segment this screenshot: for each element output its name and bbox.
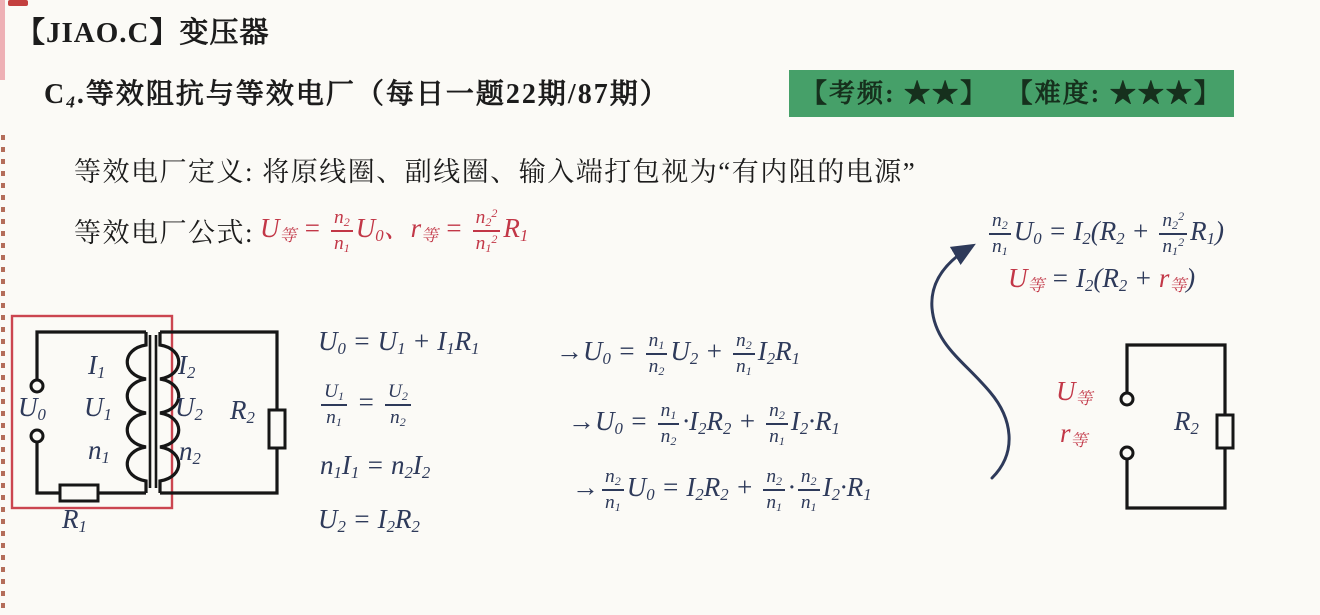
formula-line (74, 198, 528, 262)
scan-red-mark (8, 0, 28, 6)
primary-coil (127, 332, 146, 493)
scan-edge-artifact (0, 0, 5, 80)
label-u1: $U_1$ (84, 392, 112, 425)
equation-derive-2: $\to U_0$ = $\frac{n_1}{n_2}$ $\cdot I_2R_2$ + $\frac{n_2}{n_1}$ $I_2\cdot R_1$ (568, 400, 840, 448)
label-n1: $n_1$ (88, 435, 110, 468)
iron-core (150, 335, 156, 488)
label-r1: $R_1$ (62, 504, 87, 537)
label-u0: $U_0$ (18, 392, 46, 425)
label-r2-equivalent: $R_2$ (1174, 406, 1199, 439)
input-terminal-bottom (31, 430, 43, 442)
label-i2: $I_2$ (178, 350, 196, 383)
section-subtitle: $C_4$.等效阻抗与等效电厂（每日一题22期/87期） (44, 79, 670, 112)
resistor-r2-equivalent (1217, 415, 1233, 448)
label-u2: $U_2$ (175, 392, 203, 425)
label-n2: $n_2$ (179, 436, 201, 469)
definition-text: 等效电厂定义: 将原线圈、副线圈、输入端打包视为“有内阻的电源” (74, 157, 917, 187)
difficulty-badge: 【难度: ★★★】 (1006, 79, 1222, 108)
equation-result-1: $\frac{n_2}{n_1}$ $U_0 = I_2(R_2$ + $\frac{n_2^2}{n_1^2}$ $R_1$) (986, 210, 1224, 258)
input-terminal-top (31, 380, 43, 392)
resistor-r2 (269, 410, 285, 448)
curved-arrow (880, 230, 1040, 500)
label-u-equivalent: $U_等$ (1056, 376, 1093, 409)
equation-given-2: $\frac{U_1}{n_1}$ = $\frac{U_2}{n_2}$ (318, 381, 414, 429)
equation-derive-3: → $\frac{n_2}{n_1}$ $U_0 = I_2R_2$ + $\frac{n_2}{n_1}$ · $\frac{n_2}{n_1}$ $I_2\cdot R_1$ (572, 466, 872, 514)
transformer-circuit-diagram (0, 305, 300, 555)
label-i1: $I_1$ (88, 350, 106, 383)
rating-badge (789, 70, 1234, 117)
output-terminal-top (1121, 393, 1133, 405)
equation-given-4: $U_2 = I_2R_2$ (318, 504, 420, 537)
label-r-equivalent: $r_等$ (1060, 418, 1088, 451)
exam-frequency-badge: 【考频: ★★】 (801, 79, 989, 108)
equation-derive-1: $\to U_0$ = $\frac{n_1}{n_2}$ $U_2$ + $\frac{n_2}{n_1}$ $I_2R_1$ (556, 330, 800, 378)
label-r2: $R_2$ (230, 395, 255, 428)
equation-given-3: $n_1I_1 = n_2I_2$ (320, 450, 431, 483)
equation-given-1: $U_0 = U_1 + I_1R_1$ (318, 326, 480, 359)
output-terminal-bottom (1121, 447, 1133, 459)
page-title: 【JIAO.C】变压器 (16, 17, 270, 49)
formula-math: $U_等$ = $\frac{n_2}{n_1}$ $U_0$、$r_等$ = $\frac{n_2^2}{n_1^2}$ $R_1$ (260, 205, 529, 255)
resistor-r1 (60, 485, 98, 501)
formula-label: 等效电厂公式: (74, 217, 255, 248)
equation-result-2: $U_等 = I_2(R_2 + r_等)$ (1008, 263, 1196, 296)
